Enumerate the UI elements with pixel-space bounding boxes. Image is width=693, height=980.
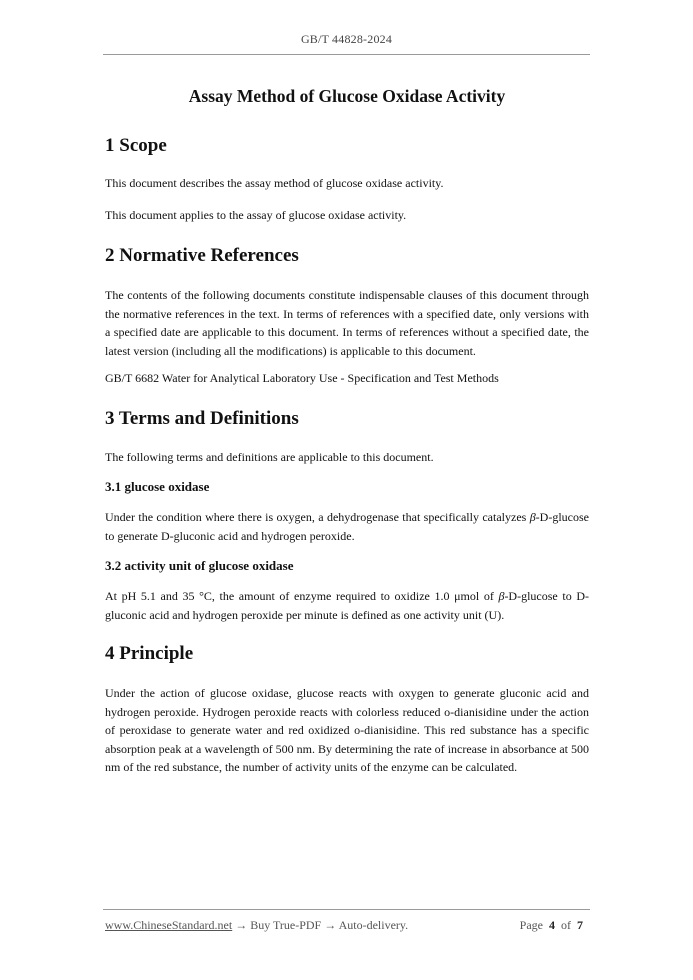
page-number: [520, 918, 583, 933]
normative-paragraph-1: The contents of the following documents constitute indispensable clauses of this document through the normative references in the text. In terms of references with a specified date, only versions with a specified date are applicable to this document. In terms of references without a specified date, the latest version (including all the modifications) is applicable to this document.: [105, 288, 589, 358]
term-heading-activity-unit: 3.2 activity unit of glucose oxidase: [105, 558, 294, 573]
principle-paragraph: Under the action of glucose oxidase, glucose reacts with oxygen to generate gluconic acid and hydrogen peroxide. Hydrogen peroxide reacts with colorless reduced o-dianisidine under the action of peroxidase to generate water and red oxidized o-dianisidine. This red substance has a specific absorption peak at a wavelength of 500 nm. By determining the rate of increase in absorbance at 500 nm of the red substance, the number of activity units of the enzyme can be calculated.: [105, 686, 589, 774]
section-heading-terms: 3 Terms and Definitions: [105, 407, 299, 429]
beta-symbol: β: [498, 589, 505, 603]
terms-intro-paragraph: The following terms and definitions are applicable to this document.: [105, 449, 434, 464]
scope-paragraph-2: This document applies to the assay of glucose oxidase activity.: [105, 207, 407, 222]
term-heading-glucose-oxidase: 3.1 glucose oxidase: [105, 479, 210, 494]
term-1-text-a: Under the condition where there is oxygen, a dehydrogenase that specifically catalyzes: [105, 510, 530, 524]
term-1-text-b: -D-glucose to generate D-gluconic acid and hydrogen peroxide.: [105, 510, 589, 543]
arrow-right-icon: →: [235, 918, 248, 932]
term-2-text-a: At pH 5.1 and 35 °C, the amount of enzyme required to oxidize 1.0 μmol of: [105, 589, 499, 603]
section-heading-principle: 4 Principle: [105, 643, 194, 664]
page-footer: [105, 918, 589, 933]
document-title: Assay Method of Glucose Oxidase Activity: [188, 86, 506, 106]
auto-delivery-text: Auto-delivery.: [338, 918, 409, 932]
header-divider: [103, 54, 590, 55]
total-page-count: 7: [577, 918, 583, 932]
page-content: [105, 84, 589, 777]
beta-symbol: β: [529, 510, 536, 524]
normative-reference-gbt6682: GB/T 6682 Water for Analytical Laboratory Use - Specification and Test Methods: [105, 371, 499, 385]
page-label: Page: [519, 918, 543, 932]
footer-promo: [105, 918, 408, 932]
section-heading-normative-references: 2 Normative References: [105, 245, 299, 266]
buy-true-pdf-text: Buy True-PDF: [250, 918, 322, 932]
term-definition-glucose-oxidase: [105, 508, 589, 545]
standard-code-header: GB/T 44828-2024: [300, 32, 393, 46]
footer-divider: [103, 909, 590, 910]
scope-paragraph-1: This document describes the assay method of glucose oxidase activity.: [105, 176, 444, 190]
section-heading-scope: 1 Scope: [105, 135, 167, 156]
term-2-text-b: -D-glucose to D-gluconic acid and hydrogen peroxide per minute is defined as one activity unit (U).: [105, 589, 589, 622]
term-definition-activity-unit: [105, 587, 589, 624]
of-label: of: [561, 918, 571, 932]
arrow-right-icon: →: [324, 918, 337, 932]
website-link[interactable]: www.ChineseStandard.net: [105, 918, 233, 932]
current-page-number: 4: [549, 918, 555, 932]
